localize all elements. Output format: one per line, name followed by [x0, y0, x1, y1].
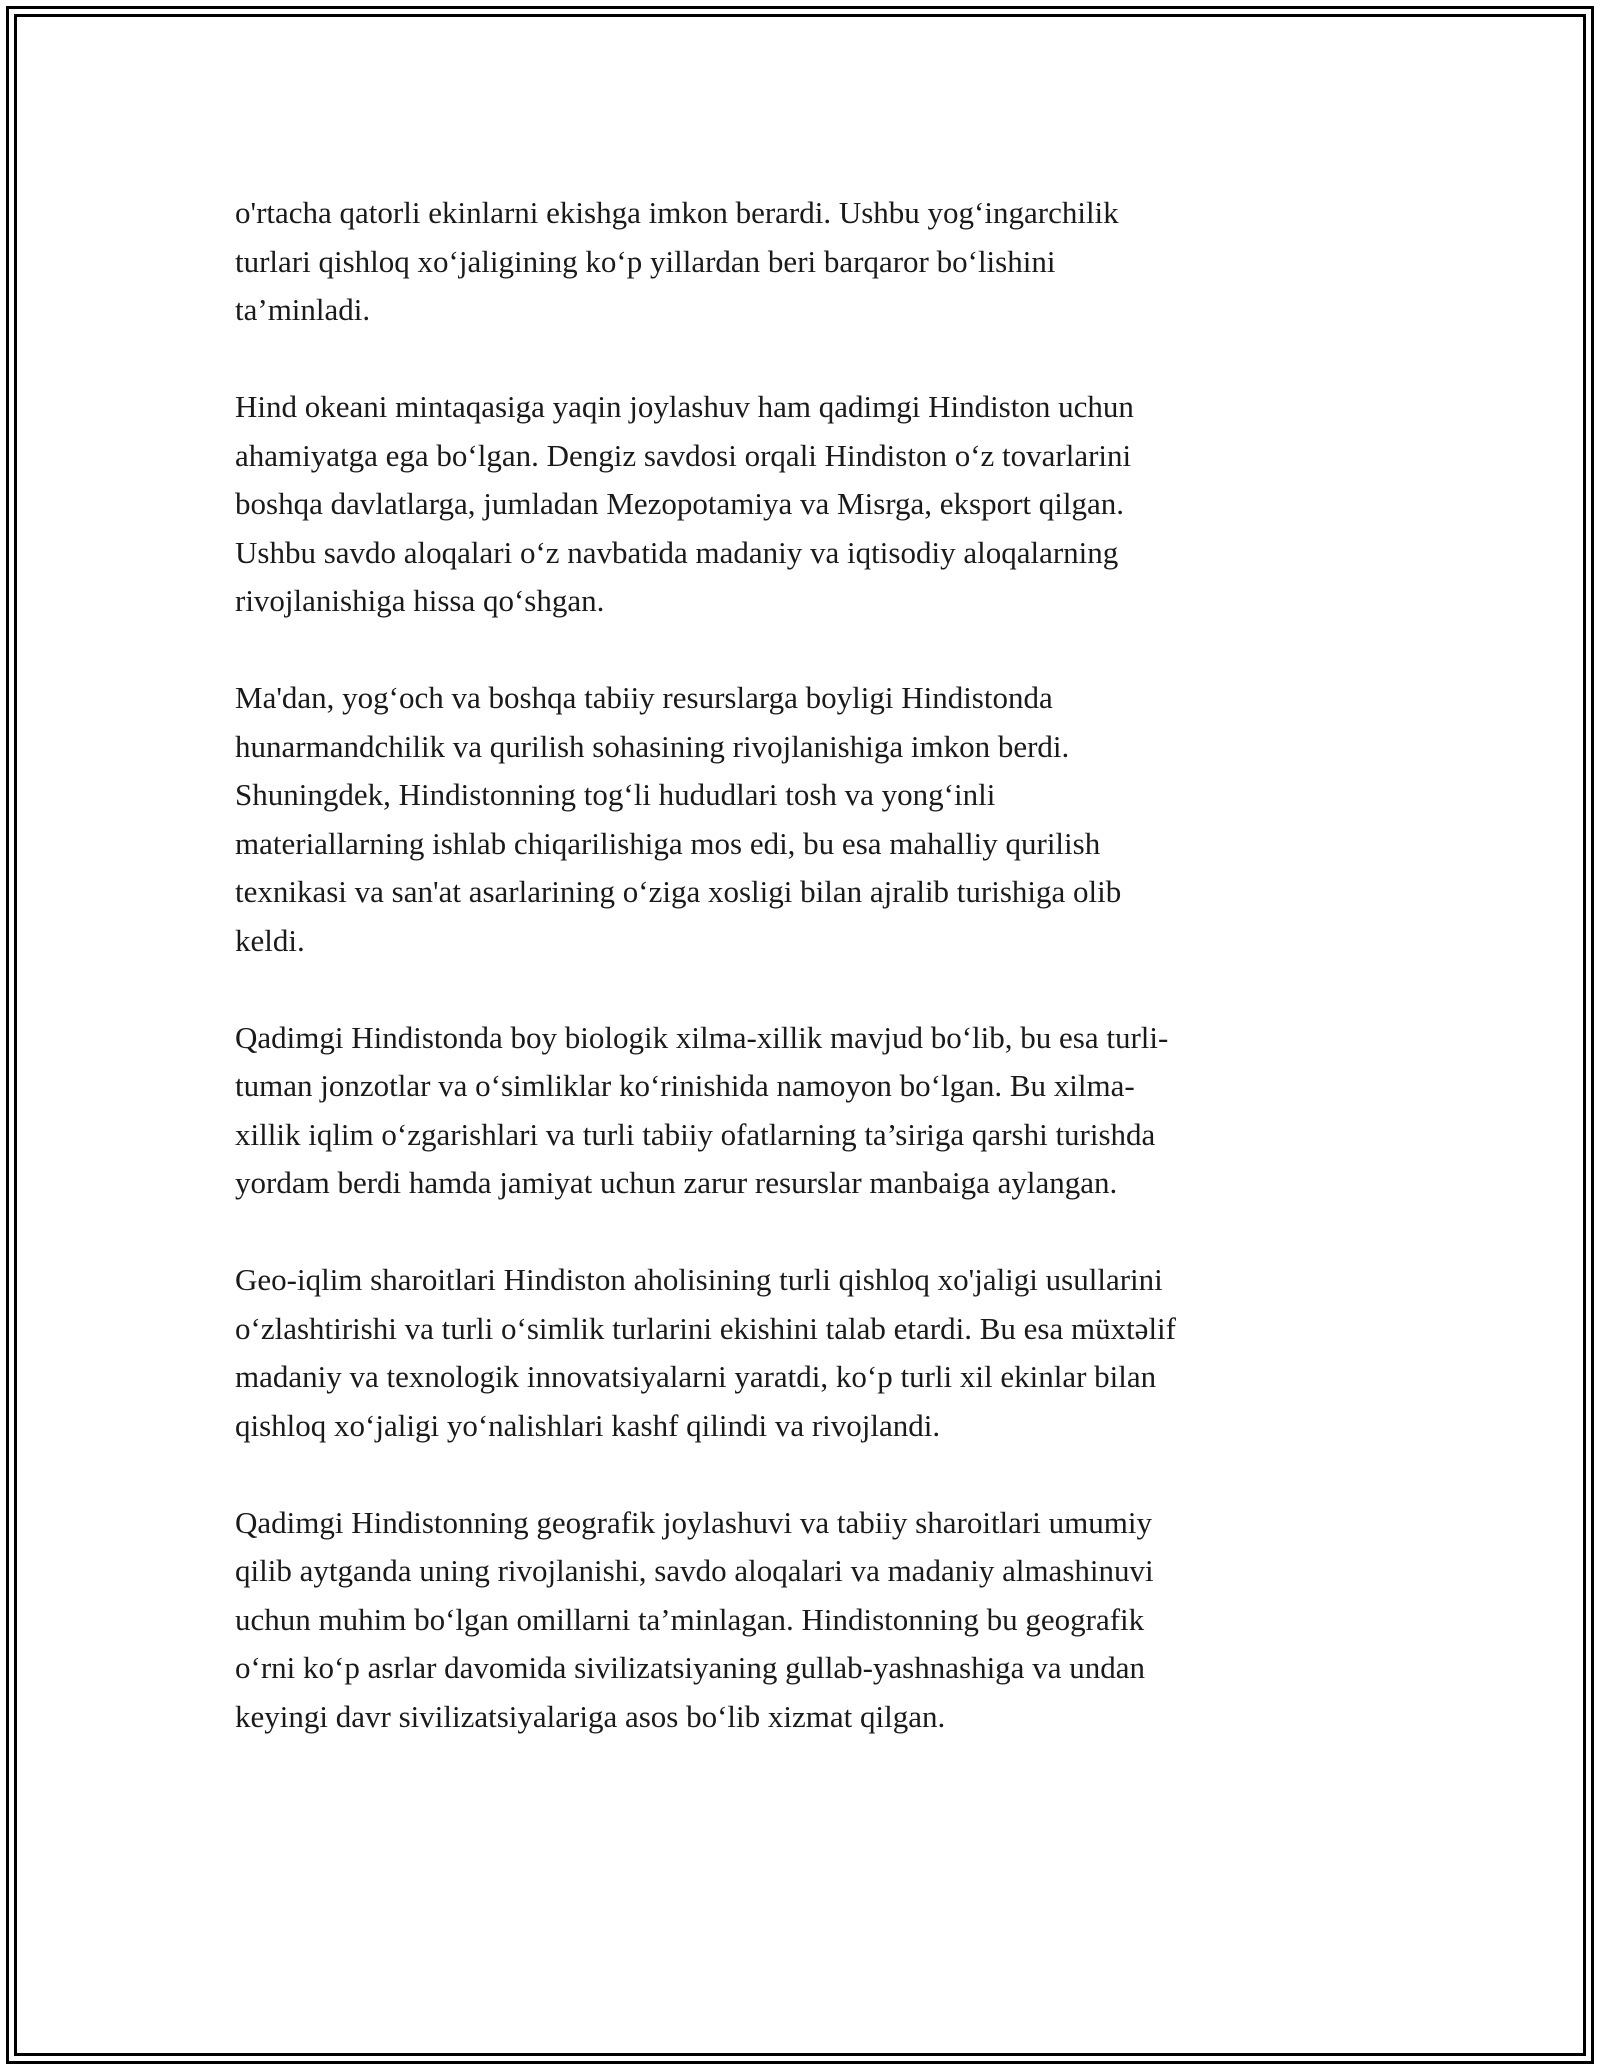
text-line: qishloq xo‘jaligi yo‘nalishlari kashf qilindi va rivojlandi.	[235, 1407, 941, 1443]
paragraph-3	[235, 674, 1355, 965]
document-body	[235, 189, 1355, 1790]
paragraph-1	[235, 189, 1355, 335]
text-line: rivojlanishiga hissa qo‘shgan.	[235, 583, 605, 618]
text-line: materiallarning ishlab chiqarilishiga mos edi, bu esa mahalliy qurilish	[235, 825, 1101, 861]
text-line: ta’minladi.	[235, 292, 371, 327]
text-line: o‘rni ko‘p asrlar davomida sivilizatsiyaning gullab-yashnashiga va undan	[235, 1650, 1145, 1685]
text-line: Ushbu savdo aloqalari o‘z navbatida madaniy va iqtisodiy aloqalarning	[235, 534, 1119, 570]
text-line: texnikasi va san'at asarlarining o‘ziga xosligi bilan ajralib turishiga olib	[235, 874, 1122, 909]
text-line: keldi.	[235, 922, 305, 958]
text-line: tuman jonzotlar va o‘simliklar ko‘rinishida namoyon bo‘lgan. Bu xilma-	[235, 1068, 1135, 1103]
text-line: Hind okeani mintaqasiga yaqin joylashuv ham qadimgi Hindiston uchun	[235, 389, 1134, 424]
text-line: ahamiyatga ega bo‘lgan. Dengiz savdosi orqali Hindiston o‘z tovarlarini	[235, 437, 1132, 473]
text-line: Qadimgi Hindistonning geografik joylashuvi va tabiiy sharoitlari umumiy	[235, 1504, 1152, 1540]
paragraph-4	[235, 1014, 1355, 1208]
text-line: qilib aytganda uning rivojlanishi, savdo aloqalari va madaniy almashinuvi	[235, 1553, 1154, 1588]
text-line: yordam berdi hamda jamiyat uchun zarur resurslar manbaiga aylangan.	[235, 1165, 1118, 1200]
paragraph-6	[235, 1499, 1355, 1742]
text-line: madaniy va texnologik innovatsiyalarni yaratdi, ko‘p turli xil ekinlar bilan	[235, 1359, 1157, 1394]
text-line: Qadimgi Hindistonda boy biologik xilma-xillik mavjud bo‘lib, bu esa turli-	[235, 1019, 1169, 1055]
text-line: Ma'dan, yog‘och va boshqa tabiiy resurslarga boyligi Hindistonda	[235, 680, 1053, 715]
text-line: o'rtacha qatorli ekinlarni ekishga imkon berardi. Ushbu yog‘ingarchilik	[235, 195, 1119, 230]
text-line: hunarmandchilik va qurilish sohasining rivojlanishiga imkon berdi.	[235, 728, 1070, 764]
text-line: Geo-iqlim sharoitlari Hindiston aholisining turli qishloq xo'jaligi usullarini	[235, 1262, 1163, 1297]
text-line: Shuningdek, Hindistonning tog‘li hududlari tosh va yong‘inli	[235, 777, 996, 812]
text-line: uchun muhim bo‘lgan omillarni ta’minlagan. Hindistonning bu geografik	[235, 1601, 1145, 1637]
text-line: xillik iqlim o‘zgarishlari va turli tabiiy ofatlarning ta’siriga qarshi turishda	[235, 1116, 1156, 1152]
paragraph-2	[235, 383, 1355, 626]
text-line: o‘zlashtirishi va turli o‘simlik turlarini ekishini talab etardi. Bu esa müxtəlif	[235, 1310, 1176, 1346]
paragraph-5	[235, 1256, 1355, 1450]
text-line: boshqa davlatlarga, jumladan Mezopotamiya va Misrga, eksport qilgan.	[235, 486, 1125, 521]
text-line: turlari qishloq xo‘jaligining ko‘p yillardan beri barqaror bo‘lishini	[235, 243, 1056, 279]
text-line: keyingi davr sivilizatsiyalariga asos bo‘lib xizmat qilgan.	[235, 1698, 946, 1734]
